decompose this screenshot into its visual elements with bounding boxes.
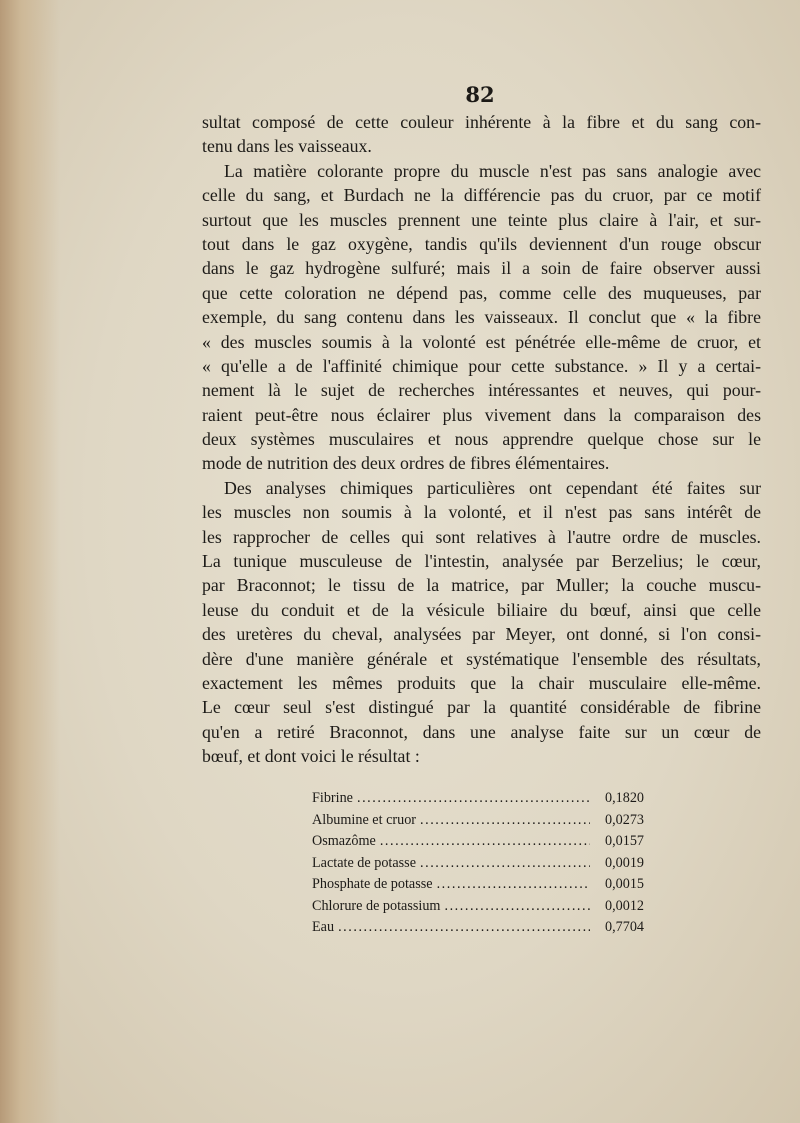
table-row — [312, 876, 644, 898]
text-line: exemple, du sang contenu dans les vaisseaux. Il conclut que « la fibre — [202, 307, 761, 328]
table-row — [312, 812, 644, 834]
component-name: Lactate de potasse — [312, 854, 416, 871]
component-value: 0,0015 — [604, 876, 644, 892]
text-line: surtout que les muscles prennent une teinte plus claire à l'air, et sur- — [202, 209, 761, 230]
table-row — [312, 898, 644, 920]
page-binding-shadow — [0, 0, 60, 1123]
text-line: qu'en a retiré Braconnot, dans une analyse faite sur un cœur de — [202, 721, 761, 742]
component-value: 0,0019 — [604, 854, 644, 871]
leader-dots — [444, 898, 590, 915]
text-line: les muscles non soumis à la volonté, et il n'est pas sans intérêt de — [202, 502, 761, 523]
text-line: Le cœur seul s'est distingué par la quantité considérable de fibrine — [202, 697, 761, 718]
text-line: les rapprocher de celles qui sont relatives à l'autre ordre de muscles. — [202, 526, 761, 547]
component-name: Osmazôme — [312, 833, 376, 849]
body-text — [202, 110, 761, 769]
leader-dots — [420, 855, 590, 872]
text-line: raient peut-être nous éclairer plus vivement dans la comparaison des — [202, 404, 761, 425]
text-line: exactement les mêmes produits que la chair musculaire elle-même. — [202, 672, 761, 693]
text-line: mode de nutrition des deux ordres de fibres élémentaires. — [202, 453, 610, 474]
text-line: « des muscles soumis à la volonté est pénétrée elle-même de cruor, et — [202, 331, 761, 352]
text-line: des uretères du cheval, analysées par Meyer, ont donné, si l'on consi- — [202, 624, 761, 645]
text-line: que cette coloration ne dépend pas, comme celle des muqueuses, par — [202, 282, 761, 303]
component-name: Albumine et cruor — [312, 811, 417, 828]
leader-dots — [357, 790, 590, 807]
text-line: La tunique musculeuse de l'intestin, analysée par Berzelius; le cœur, — [202, 551, 761, 572]
text-line: La matière colorante propre du muscle n'est pas sans analogie avec — [224, 160, 761, 181]
leader-dots — [437, 876, 590, 893]
component-name: Phosphate de potasse — [312, 876, 433, 892]
text-line: sultat composé de cette couleur inhérente à la fibre et du sang con- — [202, 112, 761, 132]
text-line: dère d'une manière générale et systématique l'ensemble des résultats, — [202, 648, 761, 669]
text-line: bœuf, et dont voici le résultat : — [202, 746, 420, 767]
component-name: Chlorure de potassium — [312, 897, 441, 914]
composition-table — [312, 790, 644, 941]
text-line: leuse du conduit et de la vésicule biliaire du bœuf, ainsi que celle — [202, 599, 761, 620]
leader-dots — [380, 833, 590, 850]
component-value: 0,7704 — [604, 919, 644, 935]
text-line: tout dans le gaz oxygène, tandis qu'ils deviennent d'un rouge obscur — [202, 233, 761, 254]
component-name: Eau — [312, 919, 335, 935]
table-row — [312, 855, 644, 877]
text-line: celle du sang, et Burdach ne la différencie pas du cruor, par ce motif — [202, 185, 761, 206]
text-line: « qu'elle a de l'affinité chimique pour cette substance. » Il y a certai- — [202, 355, 761, 376]
text-line: deux systèmes musculaires et nous apprendre quelque chose sur le — [202, 429, 761, 450]
text-line: par Braconnot; le tissu de la matrice, par Muller; la couche muscu- — [202, 575, 761, 596]
leader-dots — [420, 812, 590, 829]
component-value: 0,0157 — [604, 833, 644, 849]
component-value: 0,1820 — [604, 790, 644, 806]
table-row — [312, 919, 644, 941]
page-number: 82 — [465, 82, 495, 107]
text-line: nement là le sujet de recherches intéressantes et neuves, qui pour- — [202, 380, 761, 401]
text-line: Des analyses chimiques particulières ont cependant été faites sur — [224, 477, 761, 498]
leader-dots — [338, 919, 590, 936]
text-line: dans le gaz hydrogène sulfuré; mais il a soin de faire observer aussi — [202, 258, 761, 279]
text-line: tenu dans les vaisseaux. — [202, 136, 372, 157]
table-row — [312, 833, 644, 855]
component-value: 0,0012 — [604, 897, 644, 914]
table-row — [312, 790, 644, 812]
component-name: Fibrine — [312, 790, 353, 806]
component-value: 0,0273 — [604, 811, 644, 828]
